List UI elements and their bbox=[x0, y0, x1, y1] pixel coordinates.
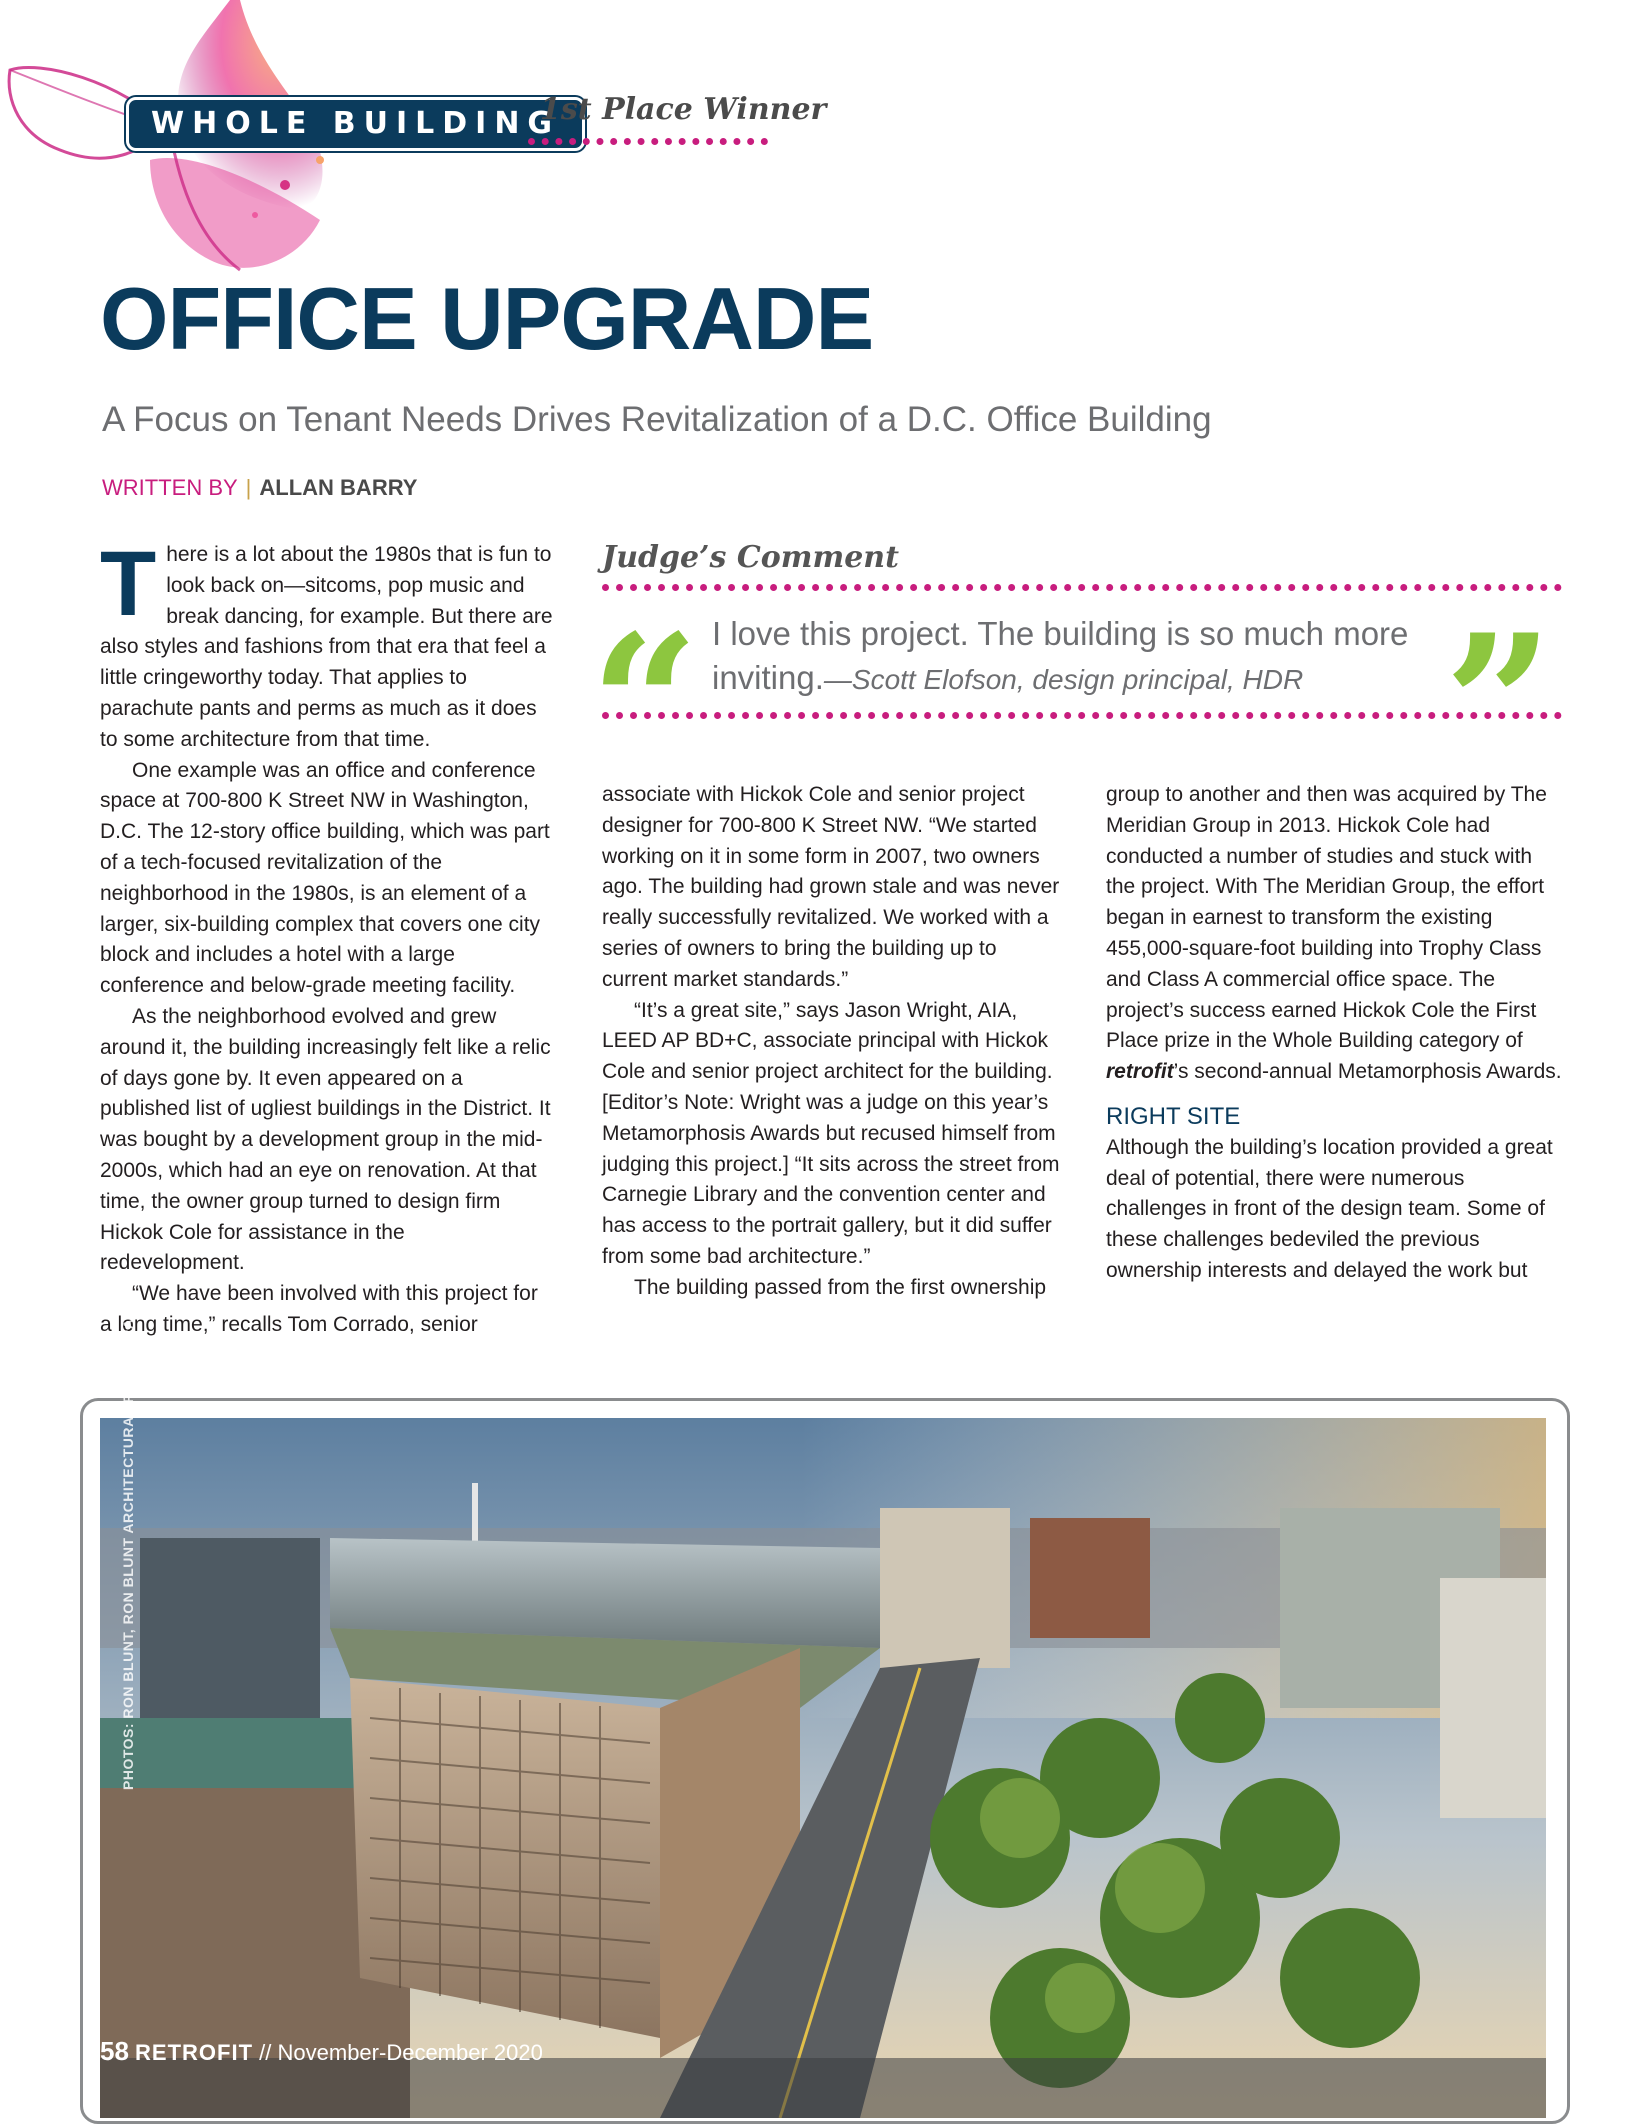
dotted-rule-bottom bbox=[602, 712, 1562, 719]
paragraph: “We have been involved with this project for a long time,” recalls Tom Corrado, senior bbox=[100, 1282, 538, 1336]
body-column-2 bbox=[602, 780, 1062, 1304]
page-footer bbox=[100, 2036, 543, 2067]
subhead: RIGHT SITE bbox=[1106, 1102, 1241, 1130]
issue-date: // November-December 2020 bbox=[259, 2040, 543, 2065]
magazine-masthead: RETROFIT bbox=[135, 2040, 254, 2065]
pull-quote-text: I love this project. The building is so much more inviting. bbox=[712, 615, 1409, 696]
paragraph bbox=[100, 533, 553, 756]
aerial-photo-illustration bbox=[100, 1418, 1546, 2118]
photo-credit: PHOTOS: RON BLUNT, RON BLUNT ARCHITECTURAL PHOTOGRAPHY bbox=[120, 1288, 136, 1790]
dotted-rule-top bbox=[602, 584, 1562, 591]
paragraph bbox=[1106, 780, 1562, 1088]
section-badge: WHOLE BUILDING bbox=[126, 97, 585, 151]
magazine-name: retrofit bbox=[1106, 1060, 1174, 1084]
judge-comment-label: Judge’s Comment bbox=[602, 540, 899, 575]
body-column-1 bbox=[100, 533, 553, 1341]
award-dotted-rule bbox=[528, 138, 768, 145]
paragraph-text: group to another and then was acquired by The Meridian Group in 2013. Hickok Cole had conducted a number of studies and stuck with the project. With The Meridian Group, the effort began in earnest to transform the existing 455,000-square-foot building into Trophy Class and Class A commercial office space. The project’s success earned Hickok Cole the First Place prize in the Whole Building category of bbox=[1106, 783, 1547, 1053]
pull-quote bbox=[712, 612, 1452, 702]
byline-label: WRITTEN BY bbox=[102, 475, 238, 500]
paragraph: “It’s a great site,” says Jason Wright, AIA, LEED AP BD+C, associate principal with Hickok Cole and senior project architect for the building. [Editor’s Note: Wright was a judge on this year’s Metamorphosis Awards but recused himself from judging this project.] “It sits across the street from Carnegie Library and the convention center and has access to the portrait gallery, but it did suffer from some bad architecture.” bbox=[602, 998, 1060, 1268]
paragraph: The building passed from the first ownership bbox=[634, 1275, 1047, 1299]
drop-cap: T bbox=[100, 533, 157, 635]
close-quote-icon: ” bbox=[1444, 593, 1554, 816]
article-deck: A Focus on Tenant Needs Drives Revitalization of a D.C. Office Building bbox=[102, 400, 1212, 439]
author-name: ALLAN BARRY bbox=[259, 475, 418, 500]
byline bbox=[102, 475, 417, 501]
paragraph-text: ’s second-annual Metamorphosis Awards. bbox=[1173, 1060, 1562, 1084]
pull-quote-attribution: —Scott Elofson, design principal, HDR bbox=[823, 664, 1304, 695]
building-photo bbox=[100, 1418, 1546, 2118]
paragraph: One example was an office and conference space at 700-800 K Street NW in Washington, D.C. The 12-story office building, which was part of a tech-focused revitalization of the neighborhood in the 1980s, is an element of a larger, six-building complex that covers one city block and includes a hotel with a large conference and below-grade meeting facility. bbox=[100, 758, 550, 998]
paragraph-text: here is a lot about the 1980s that is fun to look back on—sitcoms, pop music and break dancing, for example. But there are also styles and fashions from that era that feel a little cringeworthy today. That applies to parachute pants and perms as much as it does to some architecture from that time. bbox=[100, 543, 553, 751]
paragraph: associate with Hickok Cole and senior project designer for 700-800 K Street NW. “We started working on it in some form in 2007, two owners ago. The building had grown stale and was never really successfully revitalized. We worked with a series of owners to bring the building up to current market standards.” bbox=[602, 783, 1060, 991]
body-column-3 bbox=[1106, 780, 1562, 1287]
article-title: OFFICE UPGRADE bbox=[100, 269, 874, 368]
paragraph: Although the building’s location provided a great deal of potential, there were numerous challenges in front of the design team. Some of these challenges bedeviled the previous ownership interests and delayed the work but bbox=[1106, 1135, 1553, 1282]
open-quote-icon: “ bbox=[590, 593, 700, 816]
page-number: 58 bbox=[100, 2036, 129, 2066]
byline-separator: | bbox=[245, 475, 252, 500]
award-label: 1st Place Winner bbox=[540, 92, 827, 127]
paragraph: As the neighborhood evolved and grew around it, the building increasingly felt like a relic of days gone by. It even appeared on a published list of ugliest buildings in the District. It was bought by a development group in the mid-2000s, which had an eye on renovation. At that time, the owner group turned to design firm Hickok Cole for assistance in the redevelopment. bbox=[100, 1004, 551, 1275]
